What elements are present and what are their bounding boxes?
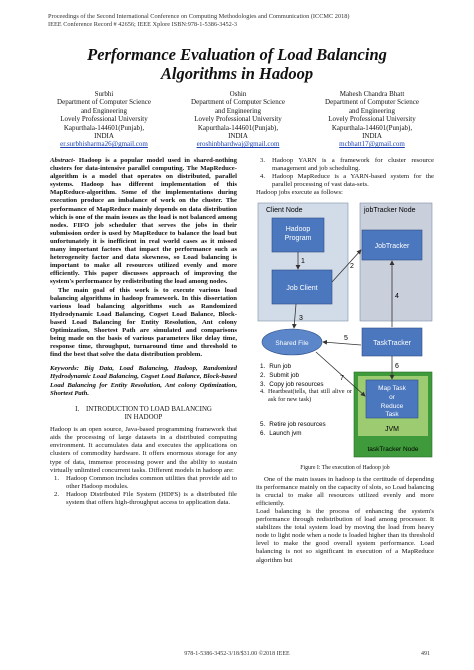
- body-paragraph: One of the main issues in hadoop is the certitude of depending its performance mainly on the capacity of slots, so Load balancing is crucial to make all resources utilized evenly and more efficiently.: [256, 475, 434, 507]
- list-item: [50, 475, 237, 491]
- footer-isbn: 978-1-5386-3452-3/18/$31.00 ©2018 IEEE: [184, 651, 290, 657]
- step-text: Retire job resources: [269, 421, 326, 429]
- keywords: [50, 365, 237, 397]
- step-text: Submit job: [269, 372, 300, 380]
- author-1: [38, 90, 170, 149]
- hadoop-modules-list-continued: [256, 157, 434, 189]
- step-text: Run job: [269, 363, 291, 371]
- author-name: Surbhi: [94, 90, 114, 98]
- author-name: Mahesh Chandra Bhatt: [339, 90, 405, 98]
- paper-title: [30, 45, 444, 83]
- step-item: [260, 363, 291, 370]
- header-line-1: Proceedings of the Second International Conference on Computing Methodologies and Communication (ICCMC 2018): [48, 13, 350, 20]
- abstract-label: Abstract-: [50, 157, 76, 164]
- step-item: [260, 381, 324, 388]
- tasktracker-label: TaskTracker: [373, 340, 411, 348]
- left-column: [50, 157, 237, 507]
- abstract-text: Hadoop is a popular model used in shared-nothing clusters for data-intensive parallel computing. The MapReduce-algorithm is a model that operates on distributed, parallel systems. Hadoop has different implementation of this MapReduce-algorithm. Some of the implementations during execution produce an imbalance of work on the cluster. The performance of MapReduce mainly depends on data distribution which is one of the main issues as the load is not balanced among nodes. FIFO job scheduler that serves the jobs in their submission order is used by MapReduce to balance the load but unfortunately it is inefficient in real world cases as it missed many important factors that impact the performance such as heterogeneity factor and data skewness, so Load balancing is important to make all resources utilized evenly and more efficiently. This paper discusses approach of improving the system's performance by redistributing the load among nodes.: [50, 157, 237, 286]
- step-num: 3.: [260, 381, 266, 389]
- step-item: [260, 430, 301, 437]
- step-num: 6.: [260, 430, 266, 438]
- or-label: or: [389, 394, 395, 402]
- figure-intro: Hadoop jobs execute as follows:: [256, 189, 343, 197]
- list-number: 2.: [54, 490, 60, 498]
- keywords-text: Big Data, Load Balancing, Hadoop, Randomized Hydrodynamic Load Balancing, Cogset Load Balance, Block-based Load Balancing for Entity Resolution, Ant colony Optimization, Shortest Path.: [50, 365, 237, 397]
- conference-header: [48, 13, 350, 29]
- hadoop-modules-list: [50, 475, 237, 507]
- step-text: Launch jvm: [269, 430, 302, 438]
- list-number: 1.: [54, 474, 60, 482]
- author-dept: Department of Computer Science: [325, 98, 419, 107]
- author-university: Lovely Professional University: [60, 115, 148, 124]
- author-city: Kapurthala-144601(Punjab),: [63, 123, 145, 132]
- list-number: 3.: [260, 157, 266, 164]
- list-item: [256, 157, 434, 173]
- list-number: 4.: [260, 173, 266, 181]
- map-task-label: Map Task: [378, 385, 406, 393]
- author-university: Lovely Professional University: [194, 115, 282, 124]
- abstract-paragraph-1: [50, 157, 237, 287]
- author-country: INDIA: [94, 132, 114, 141]
- step-item: [260, 372, 300, 379]
- section-title-1: INTRODUCTION TO LOAD BALANCING: [86, 405, 212, 413]
- right-column: [256, 157, 434, 565]
- step-text: Copy job resources: [269, 381, 324, 389]
- list-text: Hadoop Common includes common utilities that provide aid to other Hadoop modules.: [66, 474, 237, 490]
- step-item-4: [258, 388, 352, 420]
- step-number: 1: [301, 258, 305, 266]
- author-dept: and Engineering: [348, 106, 396, 115]
- page-number: 491: [421, 651, 430, 657]
- author-block: [38, 90, 438, 149]
- list-text: Hadoop Distributed File System (HDFS) is a distributed file system that offers high-throughput access to application data.: [66, 490, 237, 506]
- step-num: 5.: [260, 421, 266, 429]
- author-2: [172, 90, 304, 149]
- section-heading: [50, 406, 237, 422]
- list-item: [256, 173, 434, 189]
- hadoop-job-diagram: [256, 200, 434, 462]
- list-text: Hadoop YARN is a framework for cluster resource management and job scheduling.: [272, 157, 434, 173]
- section-heading-line-1: [50, 406, 237, 414]
- jobtracker-label: JobTracker: [374, 243, 410, 251]
- client-node-label: Client Node: [266, 207, 303, 215]
- step-number: 6: [395, 363, 399, 371]
- jobtracker-node-panel: [360, 203, 432, 321]
- author-email-link[interactable]: mcbhatt17@gmail.com: [339, 140, 405, 149]
- hadoop-program-label: Hadoop: [285, 226, 311, 234]
- step-num: 1.: [260, 363, 266, 371]
- diagram-svg: [256, 200, 434, 462]
- author-university: Lovely Professional University: [328, 115, 416, 124]
- tasktracker-node-label: taskTracker Node: [367, 446, 419, 454]
- jobtracker-node-label: jobTracker Node: [364, 207, 416, 215]
- step-number: 5: [344, 335, 348, 343]
- step-num: 2.: [260, 372, 266, 380]
- abstract: [50, 157, 237, 359]
- author-email-link[interactable]: eroshinbhardwaj@gmail.com: [196, 140, 280, 149]
- title-line-1: Performance Evaluation of Load Balancing: [87, 45, 387, 64]
- author-email-link[interactable]: er.surbhisharma26@gmail.com: [60, 140, 148, 149]
- title-line-2: Algorithms in Hadoop: [160, 64, 314, 83]
- author-3: [306, 90, 438, 149]
- author-dept: Department of Computer Science: [57, 98, 151, 107]
- body-paragraph: Load balancing is the process of enhancing the system's performance through redistribution of load among processor. It stabilizes the total system load by moving the load from heavy node to light node when a node is loaded higher than its threshold level to make the good overall system performance. Load balancing is not so significant in execution of a MapReduce algorithm but: [256, 507, 434, 564]
- job-client-label: Job Client: [286, 285, 318, 293]
- figure-caption: Figure I: The execution of Hadoop job: [300, 465, 390, 472]
- author-name: Oshin: [229, 90, 247, 98]
- reduce-label: Reduce: [380, 403, 404, 411]
- author-dept: and Engineering: [80, 106, 128, 115]
- jvm-label: JVM: [385, 426, 399, 434]
- step-number: 2: [350, 263, 354, 271]
- author-dept: and Engineering: [214, 106, 262, 115]
- section-number: I.: [75, 405, 80, 413]
- header-line-2: IEEE Conference Record # 42656; IEEE Xplore ISBN:978-1-5386-3452-3: [48, 21, 238, 28]
- list-text: Hadoop MapReduce is a YARN-based system for the parallel processing of vast data-sets.: [272, 173, 434, 189]
- step-item: [260, 421, 326, 428]
- author-country: INDIA: [362, 132, 382, 141]
- arrow-retrieve-resources: [323, 342, 361, 345]
- step-number: 7: [340, 375, 344, 383]
- author-city: Kapurthala-144601(Punjab),: [197, 123, 279, 132]
- section-title-2: IN HADOOP: [124, 413, 163, 421]
- author-city: Kapurthala-144601(Punjab),: [331, 123, 413, 132]
- body-paragraph: Hadoop is an open source, Java-based programming framework that aids the processing of large datasets in a distributed computing environment. It accumulates data and executes the applications on clusters of commodity hardware. It offers enormous storage for any type of data, immense processing power and the ability to sustain virtually unlimited concurrent tasks. Different models in hadoop are:: [50, 426, 237, 474]
- step-text: Heartbeat(tells, that still alive or ask for new task): [268, 388, 352, 404]
- step-number: 4: [395, 293, 399, 301]
- list-item: [50, 491, 237, 507]
- step-num: 4.: [260, 388, 265, 396]
- keywords-label: Keywords:: [50, 365, 79, 373]
- author-dept: Department of Computer Science: [191, 98, 285, 107]
- hadoop-program-label-2: Program: [284, 235, 312, 243]
- abstract-paragraph-2: The main goal of this work is to execute various load balancing algorithms in hadoop framework. In this dissertation various load balancing algorithms such as Randomized Hydrodynamic Load Balancing, Cogset Load Balance, Block-based Load Balancing for Entity Resolution, Ant colony Optimization, Shortest Path are simulated and comparisons being made on the basis of various parameters like delay time, response time, throughput, turnaround time and threshold to find the best that solve the data distribution problem.: [50, 286, 237, 359]
- shared-file-label: Shared File: [275, 340, 309, 348]
- task-label: Task: [385, 411, 399, 419]
- author-country: INDIA: [228, 132, 248, 141]
- step-number: 3: [299, 315, 303, 323]
